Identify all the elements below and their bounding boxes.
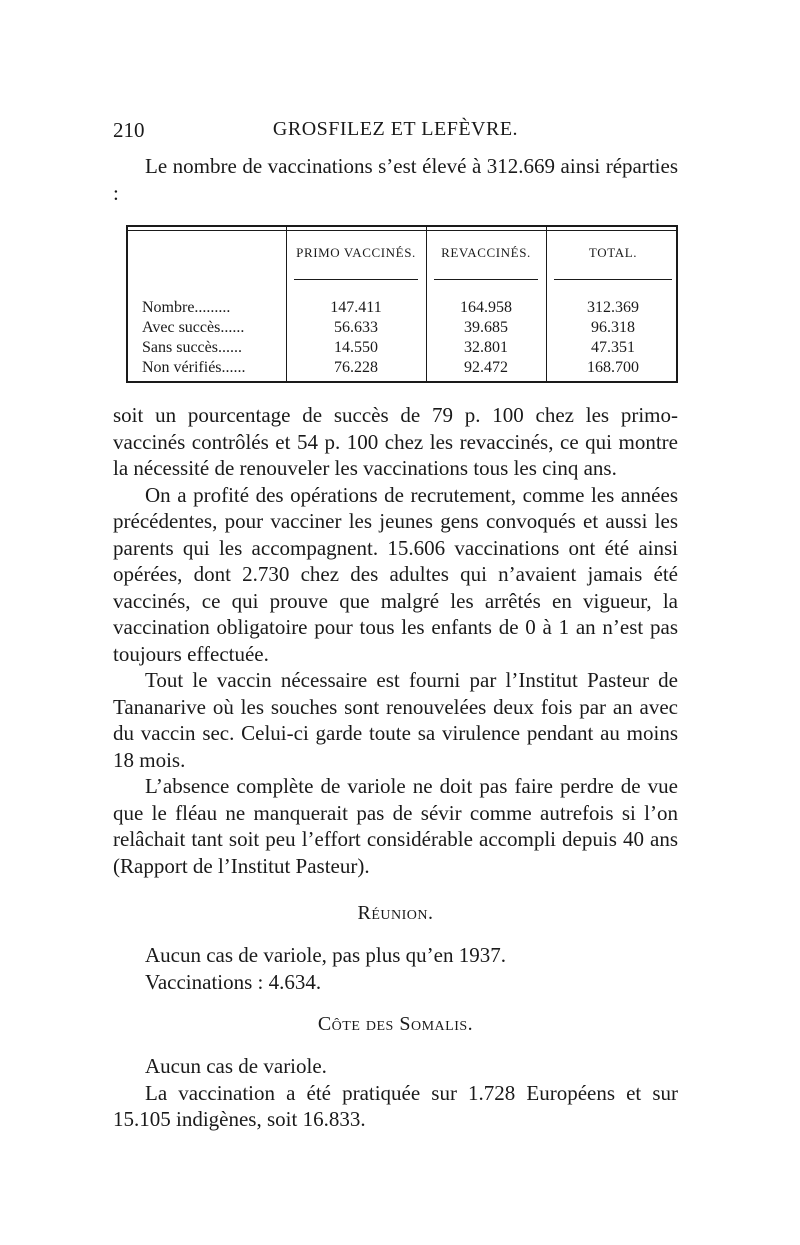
table-cell: 39.685 [464, 319, 508, 336]
section-heading-reunion: Réunion. [357, 902, 434, 924]
header-rule [554, 279, 672, 280]
table-cell: 147.411 [330, 299, 382, 316]
intro-paragraph: Le nombre de vaccinations s’est élevé à 312.669 ainsi réparties : [113, 154, 678, 205]
paragraph: Tout le vaccin nécessaire est fourni par l’Institut Pasteur de Tananarive où les souches sont renouvelées deux fois par an avec du vaccin sec. Celui-ci garde toute sa virulence pendant au moins 18 mois. [113, 668, 678, 772]
somalis-text [113, 1053, 678, 1133]
paragraph: La vaccination a été pratiquée sur 1.728 Européens et sur 15.105 indigènes, soit 16.833. [113, 1080, 678, 1131]
section-heading-somalis: Côte des Somalis. [317, 1013, 474, 1035]
table-cell: 47.351 [591, 339, 635, 356]
table-cell: 14.550 [334, 339, 378, 356]
paragraph: Vaccinations : 4.634. [145, 969, 322, 994]
running-title: GROSFILEZ ET LEFÈVRE. [272, 118, 519, 140]
table-cell: 92.472 [464, 359, 508, 376]
table-cell: 76.228 [334, 359, 378, 376]
paragraph: Aucun cas de variole. [145, 1054, 327, 1078]
column-header-primo: PRIMO VACCINÉS. [296, 245, 416, 260]
table-cell: 32.801 [464, 339, 508, 356]
table-cell: 56.633 [334, 319, 378, 336]
row-label: Sans succès...... [142, 339, 242, 356]
paragraph: soit un pourcentage de succès de 79 p. 100 chez les primo-vaccinés contrôlés et 54 p. 100 chez les revaccinés, ce qui montre la nécessité de renouveler les vaccinations tous les cinq ans. [113, 403, 678, 480]
row-label: Nombre......... [142, 299, 231, 316]
row-label: Avec succès...... [142, 319, 245, 336]
body-text [113, 402, 678, 879]
table-cell: 96.318 [591, 319, 635, 336]
paragraph: On a profité des opérations de recrutement, comme les années précédentes, pour vacciner les jeunes gens convoqués et aussi les parents qui les accompagnent. 15.606 vaccinations ont été ainsi opérées, dont 2.730 chez des adultes qui n’avaient jamais été vaccinés, ce qui prouve que malgré les arrêtés en vigueur, la vaccination obligatoire pour tous les enfants de 0 à 1 an n’est pas toujours effectuée. [113, 482, 678, 666]
table-cell: 312.369 [587, 299, 639, 316]
running-head [113, 118, 678, 148]
column-header-revaccines: REVACCINÉS. [441, 245, 531, 260]
table-cell: 168.700 [587, 359, 639, 376]
header-rule [434, 279, 538, 280]
paragraph: Aucun cas de variole, pas plus qu’en 1937. [145, 943, 506, 967]
table-cell: 164.958 [460, 299, 512, 316]
vaccination-table [126, 225, 678, 383]
header-rule [294, 279, 418, 280]
page-number: 210 [113, 118, 145, 142]
column-header-total: TOTAL. [588, 245, 638, 260]
reunion-text [113, 942, 678, 995]
row-label: Non vérifiés...... [142, 359, 246, 376]
paragraph: L’absence complète de variole ne doit pas faire perdre de vue que le fléau ne manquerait pas de sévir comme autrefois si l’on relâchait tant soit peu l’effort considérable accompli depuis 40 ans (Rapport de l’Institut Pasteur). [113, 774, 678, 878]
